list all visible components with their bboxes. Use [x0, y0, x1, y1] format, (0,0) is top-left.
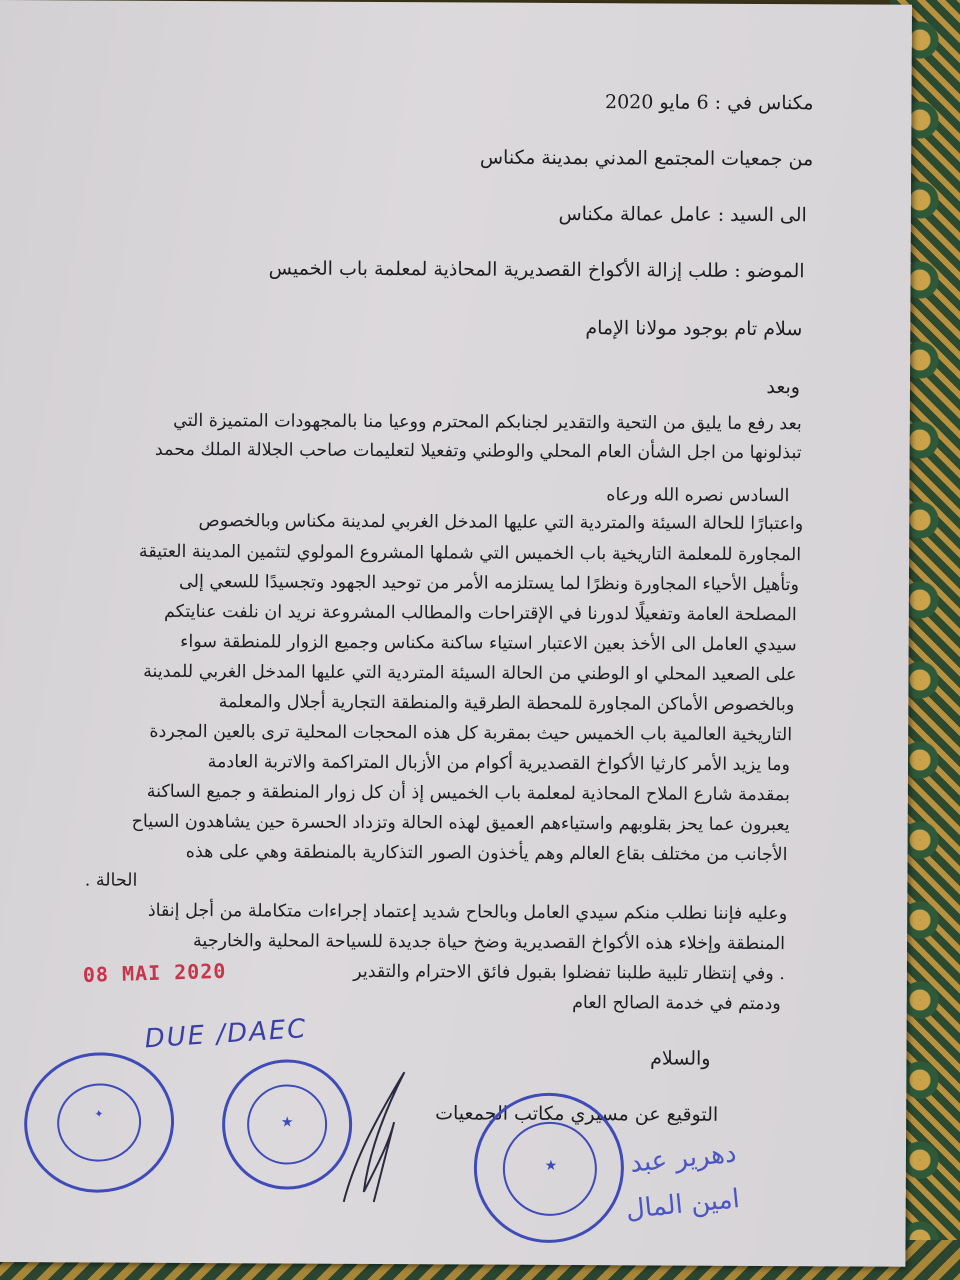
body-line: ودمتم في خدمة الصالح العام — [572, 993, 781, 1015]
signatory-role: امين المال — [624, 1184, 741, 1226]
seal-emblem: ✦ — [93, 1106, 105, 1122]
wabaad-line: وبعد — [766, 376, 801, 399]
body-line: المجاورة للمعلمة التاريخية باب الخميس التي شملها المشروع المولوي لتثمين المدينة العتيقة — [138, 541, 802, 566]
body-line: وعليه فإننا نطلب منكم سيدي العامل وبالحاح شديد إعتماد إجراءات متكاملة من أجل إنقاذ — [147, 900, 788, 925]
body-line: المصلحة العامة وتفعيلًا لدورنا في الإقتراحات والمطالب المشروعة نريد ان نلفت عنايتكم — [163, 601, 797, 626]
seal-star-icon: ★ — [280, 1114, 294, 1131]
body-line: وبالخصوص الأماكن المجاورة للمحطة الطرقية والمنطقة التجارية أجلال والمعلمة — [218, 692, 795, 716]
received-date-stamp: 08 MAI 2020 — [82, 958, 227, 987]
signatory-name: دهرير عبد — [628, 1138, 738, 1179]
body-line: بعد رفع ما يليق من التحية والتقدير لجنابكم المحترم ووعيا منا بالمجهودات المتميزة التي — [173, 410, 802, 435]
greeting-line: سلام تام بوجود مولانا الإمام — [585, 317, 803, 341]
body-line: السادس نصره الله ورعاه — [606, 485, 790, 507]
body-line: وتأهيل الأحياء المجاورة ونظرًا لما يستلزمه الأمر من توحيد الجهود وتجسيدًا للسعي إلى — [179, 571, 799, 596]
body-line: الأجانب من مختلف بقاع العالم وهم يأخذون الصور التذكارية بالمنطقة وهي على هذه — [185, 841, 788, 866]
body-line: . وفي إنتظار تلبية طلبنا تفضلوا بقبول فائق الاحترام والتقدير — [353, 961, 785, 985]
body-line: وما يزيد الأمر كارثيا الأكواخ القصديرية أكوام من الأزبال المتراكمة والاتربة العادمة — [207, 752, 791, 776]
body-line: الحالة . — [84, 870, 138, 891]
prefecture-seal — [15, 1043, 182, 1202]
seal-star-icon: ★ — [544, 1157, 558, 1174]
body-line: المنطقة وإخلاء هذه الأكواخ القصديرية وضخ حياة جديدة للسياحة المحلية والخارجية — [193, 931, 786, 955]
signature-line: التوقيع عن مسيري مكاتب الجمعيات — [435, 1102, 719, 1126]
date-line: مكناس في : 6 مايو 2020 — [604, 91, 814, 115]
sender-line: من جمعيات المجتمع المدني بمدينة مكناس — [479, 146, 814, 171]
body-line: بمقدمة شارع الملاح المحاذية لمعلمة باب الخميس إذ أن كل زوار المنطقة و جميع الساكنة — [146, 781, 790, 806]
subject-line: الموضو : طلب إزالة الأكواخ القصديرية المحاذية لمعلمة باب الخميس — [268, 257, 805, 283]
body-line: على الصعيد المحلي او الوطني من الحالة السيئة المتردية التي عليها المدخل الغربي للمدينة — [143, 661, 797, 686]
body-line: يعبرون عما يحز بقلوبهم واستياءهم العميق لهذه الحالة وتزداد الحسرة حين يشاهدون السياح — [131, 811, 790, 836]
body-line: سيدي العامل الى الأخذ بعين الاعتبار استياء ساكنة مكناس وجميع الزوار للمنطقة سواء — [180, 631, 797, 656]
handwritten-reference: DUE /DAEC — [143, 1013, 309, 1055]
signature-scribble — [324, 1062, 425, 1213]
recipient-line: الى السيد : عامل عمالة مكناس — [558, 202, 807, 227]
merchants-association-seal — [474, 1092, 625, 1243]
salam-line: والسلام — [650, 1047, 711, 1070]
body-line: واعتبارًا للحالة السيئة والمتردية التي عليها المدخل الغربي لمدينة مكناس وبالخصوص — [198, 511, 804, 535]
body-line: تبذلونها من اجل الشأن العام المحلي والوطني وتفعيلا لتعليمات صاحب الجلالة الملك محمد — [154, 439, 802, 464]
body-line: التاريخية العالمية باب الخميس حيث بمقربة كل هذه المحجات المحلية ترى بالعين المجردة — [149, 721, 793, 746]
